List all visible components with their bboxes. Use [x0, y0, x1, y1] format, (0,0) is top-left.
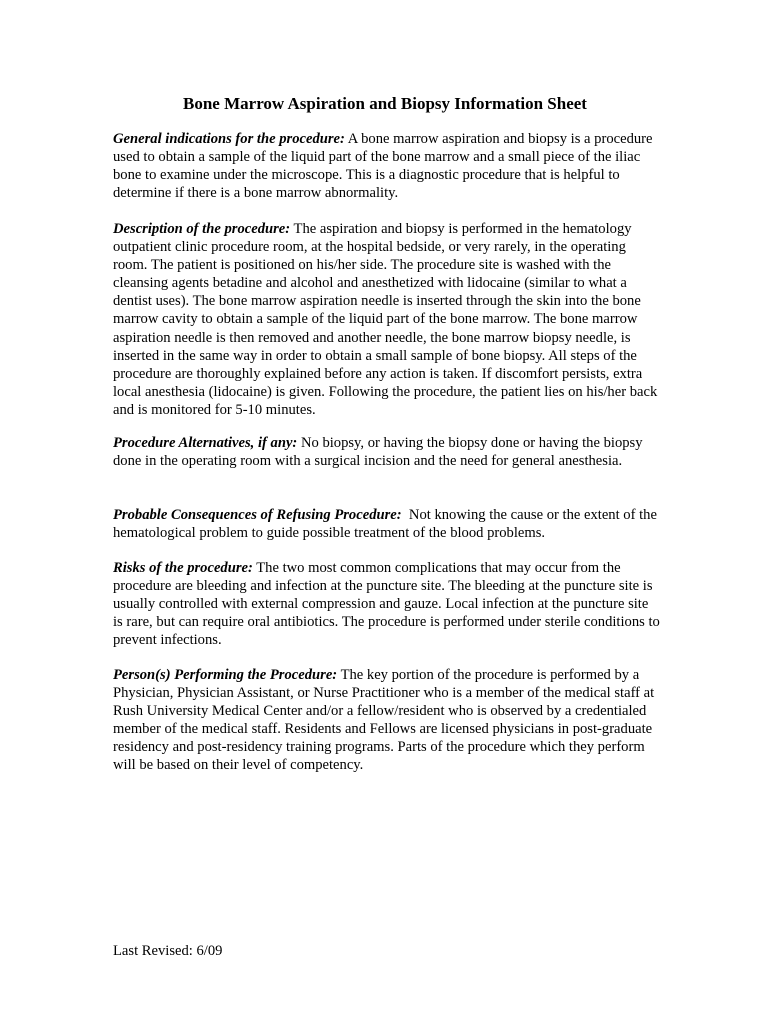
section-label: Probable Consequences of Refusing Procedure: [113, 507, 402, 523]
section-label: General indications for the procedure: [113, 131, 345, 147]
section-risks [113, 559, 661, 649]
section-text: The key portion of the procedure is performed by a Physician, Physician Assistant, or Nurse Practitioner who is a member of the medical staff at Rush University Medical Center and/or a fellow/resident who is observed by a credentialed member of the medical staff. Residents and Fellows are licensed physicians in post-graduate residency and post-residency training programs. Parts of the procedure which they perform will be based on their level of competency. [113, 667, 655, 774]
section-persons-performing [113, 666, 661, 775]
section-description [113, 220, 661, 419]
section-label: Procedure Alternatives, if any: [113, 435, 298, 451]
section-general-indications [113, 130, 661, 202]
page-title: Bone Marrow Aspiration and Biopsy Information Sheet [183, 94, 587, 113]
last-revised-footer: Last Revised: 6/09 [113, 943, 223, 959]
section-text: The two most common complications that may occur from the procedure are bleeding and infection at the puncture site. The bleeding at the puncture site is usually controlled with external compression and gauze. Local infection at the puncture site is rare, but can require oral antibiotics. The procedure is performed under sterile conditions to prevent infections. [113, 560, 660, 649]
section-consequences [113, 506, 661, 542]
section-text: No biopsy, or having the biopsy done or having the biopsy done in the operating room with a surgical incision and the need for general anesthesia. [113, 435, 643, 470]
section-label: Person(s) Performing the Procedure: [113, 667, 338, 683]
section-alternatives [113, 434, 661, 470]
section-label: Risks of the procedure: [113, 560, 253, 576]
section-text: A bone marrow aspiration and biopsy is a procedure used to obtain a sample of the liquid part of the bone marrow and a small piece of the iliac bone to examine under the microscope. This is a diagnostic procedure that is helpful to determine if there is a bone marrow abnormality. [113, 131, 653, 202]
section-text: Not knowing the cause or the extent of the hematological problem to guide possible treatment of the blood problems. [113, 507, 657, 542]
section-label: Description of the procedure: [113, 221, 291, 237]
section-text: The aspiration and biopsy is performed in the hematology outpatient clinic procedure room, at the hospital bedside, or very rarely, in the operating room. The patient is positioned on his/her side. The procedure site is washed with the cleansing agents betadine and alcohol and anesthetized with lidocaine (similar to what a dentist uses). The bone marrow aspiration needle is inserted through the skin into the bone marrow cavity to obtain a sample of the liquid part of the bone marrow. The bone marrow aspiration needle is then removed and another needle, the bone marrow biopsy needle, is inserted in the same way in order to obtain a small sample of bone biopsy. All steps of the procedure are thoroughly explained before any action is taken. If discomfort persists, extra local anesthesia (lidocaine) is given. Following the procedure, the patient lies on his/her back and is monitored for 5-10 minutes. [113, 221, 658, 418]
